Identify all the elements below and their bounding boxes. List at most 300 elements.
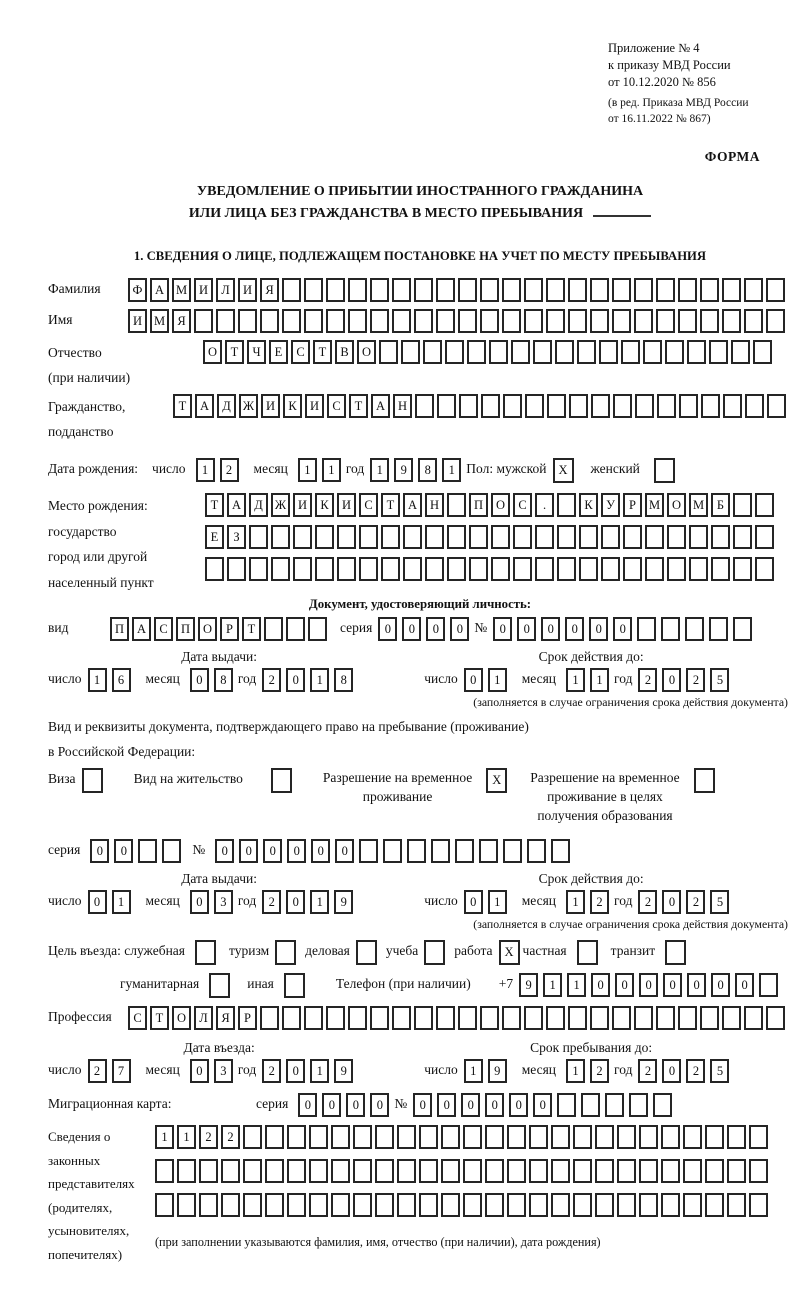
form-cell[interactable]: 1: [567, 973, 586, 997]
form-cell[interactable]: 1: [310, 1059, 329, 1083]
form-cell[interactable]: [260, 1006, 279, 1030]
form-cell[interactable]: 2: [638, 1059, 657, 1083]
form-cell[interactable]: 1: [112, 890, 131, 914]
form-cell[interactable]: [581, 1093, 600, 1117]
form-cell[interactable]: С: [359, 493, 378, 517]
form-cell[interactable]: [689, 557, 708, 581]
form-cell[interactable]: [315, 557, 334, 581]
form-cell[interactable]: [480, 309, 499, 333]
form-cell[interactable]: [436, 309, 455, 333]
form-cell[interactable]: [617, 1193, 636, 1217]
form-cell[interactable]: Т: [381, 493, 400, 517]
form-cell[interactable]: Я: [260, 278, 279, 302]
form-cell[interactable]: Р: [220, 617, 239, 641]
form-cell[interactable]: [700, 278, 719, 302]
form-cell[interactable]: 0: [485, 1093, 504, 1117]
checkbox-cell[interactable]: [356, 940, 377, 965]
form-cell[interactable]: [529, 1193, 548, 1217]
form-cell[interactable]: [491, 557, 510, 581]
form-cell[interactable]: 2: [88, 1059, 107, 1083]
checkbox-cell[interactable]: [82, 768, 103, 793]
form-cell[interactable]: [337, 525, 356, 549]
form-cell[interactable]: [599, 340, 618, 364]
form-cell[interactable]: 2: [686, 890, 705, 914]
form-cell[interactable]: [685, 617, 704, 641]
form-cell[interactable]: О: [667, 493, 686, 517]
form-cell[interactable]: [643, 340, 662, 364]
form-cell[interactable]: [304, 1006, 323, 1030]
form-cell[interactable]: 0: [88, 890, 107, 914]
form-cell[interactable]: [700, 309, 719, 333]
form-cell[interactable]: 0: [663, 973, 682, 997]
form-cell[interactable]: [653, 1093, 672, 1117]
form-cell[interactable]: 1: [442, 458, 461, 482]
form-cell[interactable]: [287, 1125, 306, 1149]
form-cell[interactable]: [447, 525, 466, 549]
form-cell[interactable]: [331, 1193, 350, 1217]
form-cell[interactable]: [485, 1193, 504, 1217]
form-cell[interactable]: [727, 1193, 746, 1217]
form-cell[interactable]: И: [128, 309, 147, 333]
form-cell[interactable]: 9: [334, 1059, 353, 1083]
form-cell[interactable]: Ф: [128, 278, 147, 302]
form-cell[interactable]: [733, 525, 752, 549]
form-cell[interactable]: [293, 557, 312, 581]
form-cell[interactable]: 1: [566, 1059, 585, 1083]
form-cell[interactable]: З: [227, 525, 246, 549]
form-cell[interactable]: 0: [493, 617, 512, 641]
form-cell[interactable]: 0: [286, 1059, 305, 1083]
form-cell[interactable]: 0: [450, 617, 469, 641]
form-cell[interactable]: [370, 278, 389, 302]
form-cell[interactable]: С: [327, 394, 346, 418]
form-cell[interactable]: [705, 1193, 724, 1217]
form-cell[interactable]: [568, 309, 587, 333]
form-cell[interactable]: [414, 309, 433, 333]
form-cell[interactable]: 0: [464, 668, 483, 692]
form-cell[interactable]: [375, 1193, 394, 1217]
form-cell[interactable]: [271, 525, 290, 549]
form-cell[interactable]: Д: [217, 394, 236, 418]
form-cell[interactable]: 0: [662, 890, 681, 914]
form-cell[interactable]: [513, 557, 532, 581]
form-cell[interactable]: К: [579, 493, 598, 517]
form-cell[interactable]: У: [601, 493, 620, 517]
form-cell[interactable]: 1: [310, 668, 329, 692]
form-cell[interactable]: [595, 1193, 614, 1217]
form-cell[interactable]: [419, 1125, 438, 1149]
form-cell[interactable]: Н: [425, 493, 444, 517]
form-cell[interactable]: [282, 1006, 301, 1030]
form-cell[interactable]: [315, 525, 334, 549]
form-cell[interactable]: [463, 1193, 482, 1217]
form-cell[interactable]: 5: [710, 1059, 729, 1083]
form-cell[interactable]: [441, 1125, 460, 1149]
form-cell[interactable]: [403, 525, 422, 549]
form-cell[interactable]: [162, 839, 181, 863]
form-cell[interactable]: [759, 973, 778, 997]
form-cell[interactable]: 0: [615, 973, 634, 997]
form-cell[interactable]: Т: [150, 1006, 169, 1030]
form-cell[interactable]: [679, 394, 698, 418]
form-cell[interactable]: [722, 1006, 741, 1030]
form-cell[interactable]: О: [491, 493, 510, 517]
form-cell[interactable]: Ж: [271, 493, 290, 517]
form-cell[interactable]: 2: [199, 1125, 218, 1149]
form-cell[interactable]: [612, 309, 631, 333]
form-cell[interactable]: [436, 1006, 455, 1030]
form-cell[interactable]: 0: [263, 839, 282, 863]
form-cell[interactable]: [326, 278, 345, 302]
form-cell[interactable]: [701, 394, 720, 418]
form-cell[interactable]: 1: [488, 890, 507, 914]
form-cell[interactable]: С: [291, 340, 310, 364]
form-cell[interactable]: [657, 394, 676, 418]
form-cell[interactable]: 0: [378, 617, 397, 641]
form-cell[interactable]: М: [150, 309, 169, 333]
form-cell[interactable]: И: [238, 278, 257, 302]
form-cell[interactable]: [507, 1125, 526, 1149]
form-cell[interactable]: [639, 1125, 658, 1149]
form-cell[interactable]: 1: [88, 668, 107, 692]
form-cell[interactable]: [370, 1006, 389, 1030]
form-cell[interactable]: [689, 525, 708, 549]
form-cell[interactable]: 3: [214, 890, 233, 914]
form-cell[interactable]: 0: [464, 890, 483, 914]
form-cell[interactable]: 1: [566, 890, 585, 914]
form-cell[interactable]: [331, 1125, 350, 1149]
form-cell[interactable]: 5: [710, 890, 729, 914]
form-cell[interactable]: И: [293, 493, 312, 517]
form-cell[interactable]: [264, 617, 283, 641]
checkbox-cell[interactable]: [271, 768, 292, 793]
form-cell[interactable]: Я: [172, 309, 191, 333]
form-cell[interactable]: [359, 557, 378, 581]
form-cell[interactable]: А: [132, 617, 151, 641]
form-cell[interactable]: [425, 557, 444, 581]
form-cell[interactable]: 1: [298, 458, 317, 482]
form-cell[interactable]: 0: [517, 617, 536, 641]
form-cell[interactable]: [287, 1193, 306, 1217]
form-cell[interactable]: [709, 340, 728, 364]
form-cell[interactable]: 0: [90, 839, 109, 863]
form-cell[interactable]: 2: [262, 1059, 281, 1083]
form-cell[interactable]: [634, 309, 653, 333]
form-cell[interactable]: 0: [687, 973, 706, 997]
form-cell[interactable]: [479, 839, 498, 863]
form-cell[interactable]: М: [172, 278, 191, 302]
form-cell[interactable]: [407, 839, 426, 863]
form-cell[interactable]: [547, 394, 566, 418]
form-cell[interactable]: 3: [214, 1059, 233, 1083]
form-cell[interactable]: [469, 525, 488, 549]
form-cell[interactable]: [661, 1193, 680, 1217]
form-cell[interactable]: [605, 1093, 624, 1117]
form-cell[interactable]: 0: [190, 668, 209, 692]
form-cell[interactable]: [511, 340, 530, 364]
form-cell[interactable]: [766, 1006, 785, 1030]
form-cell[interactable]: [348, 309, 367, 333]
form-cell[interactable]: П: [469, 493, 488, 517]
form-cell[interactable]: [683, 1193, 702, 1217]
form-cell[interactable]: 2: [221, 1125, 240, 1149]
form-cell[interactable]: [623, 525, 642, 549]
form-cell[interactable]: [744, 1006, 763, 1030]
form-cell[interactable]: [467, 340, 486, 364]
form-cell[interactable]: [359, 525, 378, 549]
form-cell[interactable]: О: [198, 617, 217, 641]
form-cell[interactable]: 9: [519, 973, 538, 997]
form-cell[interactable]: Е: [269, 340, 288, 364]
form-cell[interactable]: [744, 278, 763, 302]
form-cell[interactable]: [381, 525, 400, 549]
form-cell[interactable]: [455, 839, 474, 863]
form-cell[interactable]: 0: [215, 839, 234, 863]
form-cell[interactable]: [480, 278, 499, 302]
form-cell[interactable]: [524, 309, 543, 333]
form-cell[interactable]: [205, 557, 224, 581]
form-cell[interactable]: [533, 340, 552, 364]
form-cell[interactable]: [749, 1193, 768, 1217]
form-cell[interactable]: [595, 1125, 614, 1149]
form-cell[interactable]: 0: [322, 1093, 341, 1117]
form-cell[interactable]: 0: [190, 890, 209, 914]
form-cell[interactable]: [243, 1193, 262, 1217]
form-cell[interactable]: [194, 309, 213, 333]
form-cell[interactable]: [155, 1193, 174, 1217]
form-cell[interactable]: М: [689, 493, 708, 517]
form-cell[interactable]: [623, 557, 642, 581]
form-cell[interactable]: [458, 1006, 477, 1030]
form-cell[interactable]: [634, 278, 653, 302]
form-cell[interactable]: [579, 525, 598, 549]
form-cell[interactable]: [645, 525, 664, 549]
form-cell[interactable]: 2: [262, 668, 281, 692]
form-cell[interactable]: [767, 394, 786, 418]
form-cell[interactable]: 0: [509, 1093, 528, 1117]
form-cell[interactable]: [441, 1193, 460, 1217]
form-cell[interactable]: [397, 1193, 416, 1217]
form-cell[interactable]: А: [150, 278, 169, 302]
form-cell[interactable]: [705, 1125, 724, 1149]
form-cell[interactable]: [755, 493, 774, 517]
form-cell[interactable]: [551, 1193, 570, 1217]
form-cell[interactable]: [766, 278, 785, 302]
form-cell[interactable]: [216, 309, 235, 333]
checkbox-cell[interactable]: [284, 973, 305, 998]
form-cell[interactable]: [425, 525, 444, 549]
form-cell[interactable]: 1: [310, 890, 329, 914]
form-cell[interactable]: А: [371, 394, 390, 418]
form-cell[interactable]: [480, 1006, 499, 1030]
form-cell[interactable]: 9: [488, 1059, 507, 1083]
form-cell[interactable]: [749, 1125, 768, 1149]
checkbox-cell[interactable]: [654, 458, 675, 483]
form-cell[interactable]: 0: [239, 839, 258, 863]
form-cell[interactable]: Т: [313, 340, 332, 364]
checkbox-cell[interactable]: X: [486, 768, 507, 793]
form-cell[interactable]: П: [110, 617, 129, 641]
form-cell[interactable]: [683, 1125, 702, 1149]
form-cell[interactable]: [634, 1006, 653, 1030]
form-cell[interactable]: [745, 394, 764, 418]
form-cell[interactable]: [415, 394, 434, 418]
form-cell[interactable]: 1: [322, 458, 341, 482]
form-cell[interactable]: Т: [242, 617, 261, 641]
form-cell[interactable]: [419, 1193, 438, 1217]
form-cell[interactable]: [503, 394, 522, 418]
form-cell[interactable]: 0: [346, 1093, 365, 1117]
form-cell[interactable]: 0: [335, 839, 354, 863]
form-cell[interactable]: [249, 525, 268, 549]
form-cell[interactable]: [639, 1193, 658, 1217]
form-cell[interactable]: П: [176, 617, 195, 641]
form-cell[interactable]: [568, 278, 587, 302]
form-cell[interactable]: Т: [349, 394, 368, 418]
form-cell[interactable]: [359, 839, 378, 863]
form-cell[interactable]: 1: [566, 668, 585, 692]
form-cell[interactable]: 1: [488, 668, 507, 692]
form-cell[interactable]: [557, 1093, 576, 1117]
form-cell[interactable]: О: [172, 1006, 191, 1030]
form-cell[interactable]: [524, 278, 543, 302]
form-cell[interactable]: [568, 1006, 587, 1030]
form-cell[interactable]: [282, 278, 301, 302]
form-cell[interactable]: Н: [393, 394, 412, 418]
form-cell[interactable]: [645, 557, 664, 581]
form-cell[interactable]: [458, 309, 477, 333]
form-cell[interactable]: [469, 557, 488, 581]
form-cell[interactable]: Ч: [247, 340, 266, 364]
form-cell[interactable]: [629, 1093, 648, 1117]
form-cell[interactable]: [656, 278, 675, 302]
form-cell[interactable]: [491, 525, 510, 549]
checkbox-cell[interactable]: [275, 940, 296, 965]
checkbox-cell[interactable]: [694, 768, 715, 793]
form-cell[interactable]: И: [194, 278, 213, 302]
form-cell[interactable]: 0: [426, 617, 445, 641]
form-cell[interactable]: [489, 340, 508, 364]
form-cell[interactable]: [348, 1006, 367, 1030]
form-cell[interactable]: [546, 309, 565, 333]
form-cell[interactable]: 0: [286, 890, 305, 914]
form-cell[interactable]: [637, 617, 656, 641]
form-cell[interactable]: [573, 1125, 592, 1149]
form-cell[interactable]: [392, 278, 411, 302]
form-cell[interactable]: М: [645, 493, 664, 517]
form-cell[interactable]: [733, 617, 752, 641]
form-cell[interactable]: [700, 1006, 719, 1030]
form-cell[interactable]: [463, 1125, 482, 1149]
form-cell[interactable]: 5: [710, 668, 729, 692]
form-cell[interactable]: [414, 1006, 433, 1030]
form-cell[interactable]: 1: [155, 1125, 174, 1149]
form-cell[interactable]: [392, 1006, 411, 1030]
form-cell[interactable]: [383, 839, 402, 863]
form-cell[interactable]: [502, 278, 521, 302]
form-cell[interactable]: 0: [287, 839, 306, 863]
form-cell[interactable]: [392, 309, 411, 333]
form-cell[interactable]: [535, 525, 554, 549]
form-cell[interactable]: [557, 557, 576, 581]
form-cell[interactable]: 1: [177, 1125, 196, 1149]
form-cell[interactable]: Р: [238, 1006, 257, 1030]
form-cell[interactable]: [590, 1006, 609, 1030]
form-cell[interactable]: [502, 309, 521, 333]
form-cell[interactable]: К: [283, 394, 302, 418]
form-cell[interactable]: 0: [589, 617, 608, 641]
form-cell[interactable]: [138, 839, 157, 863]
form-cell[interactable]: [591, 394, 610, 418]
form-cell[interactable]: И: [261, 394, 280, 418]
form-cell[interactable]: К: [315, 493, 334, 517]
form-cell[interactable]: [678, 278, 697, 302]
form-cell[interactable]: 0: [591, 973, 610, 997]
form-cell[interactable]: [731, 340, 750, 364]
form-cell[interactable]: [711, 525, 730, 549]
form-cell[interactable]: [445, 340, 464, 364]
form-cell[interactable]: О: [357, 340, 376, 364]
form-cell[interactable]: 0: [114, 839, 133, 863]
form-cell[interactable]: [546, 1006, 565, 1030]
form-cell[interactable]: 2: [638, 668, 657, 692]
form-cell[interactable]: А: [227, 493, 246, 517]
form-cell[interactable]: [557, 525, 576, 549]
form-cell[interactable]: [656, 309, 675, 333]
form-cell[interactable]: [744, 309, 763, 333]
form-cell[interactable]: 0: [541, 617, 560, 641]
form-cell[interactable]: [370, 309, 389, 333]
checkbox-cell[interactable]: [424, 940, 445, 965]
form-cell[interactable]: 0: [461, 1093, 480, 1117]
form-cell[interactable]: [227, 557, 246, 581]
form-cell[interactable]: [375, 1125, 394, 1149]
form-cell[interactable]: 1: [543, 973, 562, 997]
form-cell[interactable]: В: [335, 340, 354, 364]
form-cell[interactable]: [249, 557, 268, 581]
form-cell[interactable]: [766, 309, 785, 333]
form-cell[interactable]: [617, 1125, 636, 1149]
form-cell[interactable]: [431, 839, 450, 863]
form-cell[interactable]: 2: [590, 890, 609, 914]
form-cell[interactable]: 9: [394, 458, 413, 482]
form-cell[interactable]: А: [195, 394, 214, 418]
form-cell[interactable]: .: [535, 493, 554, 517]
form-cell[interactable]: [557, 493, 576, 517]
form-cell[interactable]: [667, 525, 686, 549]
form-cell[interactable]: И: [305, 394, 324, 418]
form-cell[interactable]: 0: [370, 1093, 389, 1117]
form-cell[interactable]: [755, 525, 774, 549]
form-cell[interactable]: [722, 309, 741, 333]
form-cell[interactable]: [309, 1125, 328, 1149]
form-cell[interactable]: [551, 839, 570, 863]
form-cell[interactable]: [348, 278, 367, 302]
form-cell[interactable]: 0: [402, 617, 421, 641]
form-cell[interactable]: [621, 340, 640, 364]
form-cell[interactable]: [546, 278, 565, 302]
form-cell[interactable]: О: [203, 340, 222, 364]
form-cell[interactable]: 8: [334, 668, 353, 692]
form-cell[interactable]: Т: [225, 340, 244, 364]
form-cell[interactable]: Ж: [239, 394, 258, 418]
form-cell[interactable]: [260, 309, 279, 333]
form-cell[interactable]: 2: [638, 890, 657, 914]
form-cell[interactable]: [403, 557, 422, 581]
form-cell[interactable]: Я: [216, 1006, 235, 1030]
form-cell[interactable]: [711, 557, 730, 581]
form-cell[interactable]: [709, 617, 728, 641]
